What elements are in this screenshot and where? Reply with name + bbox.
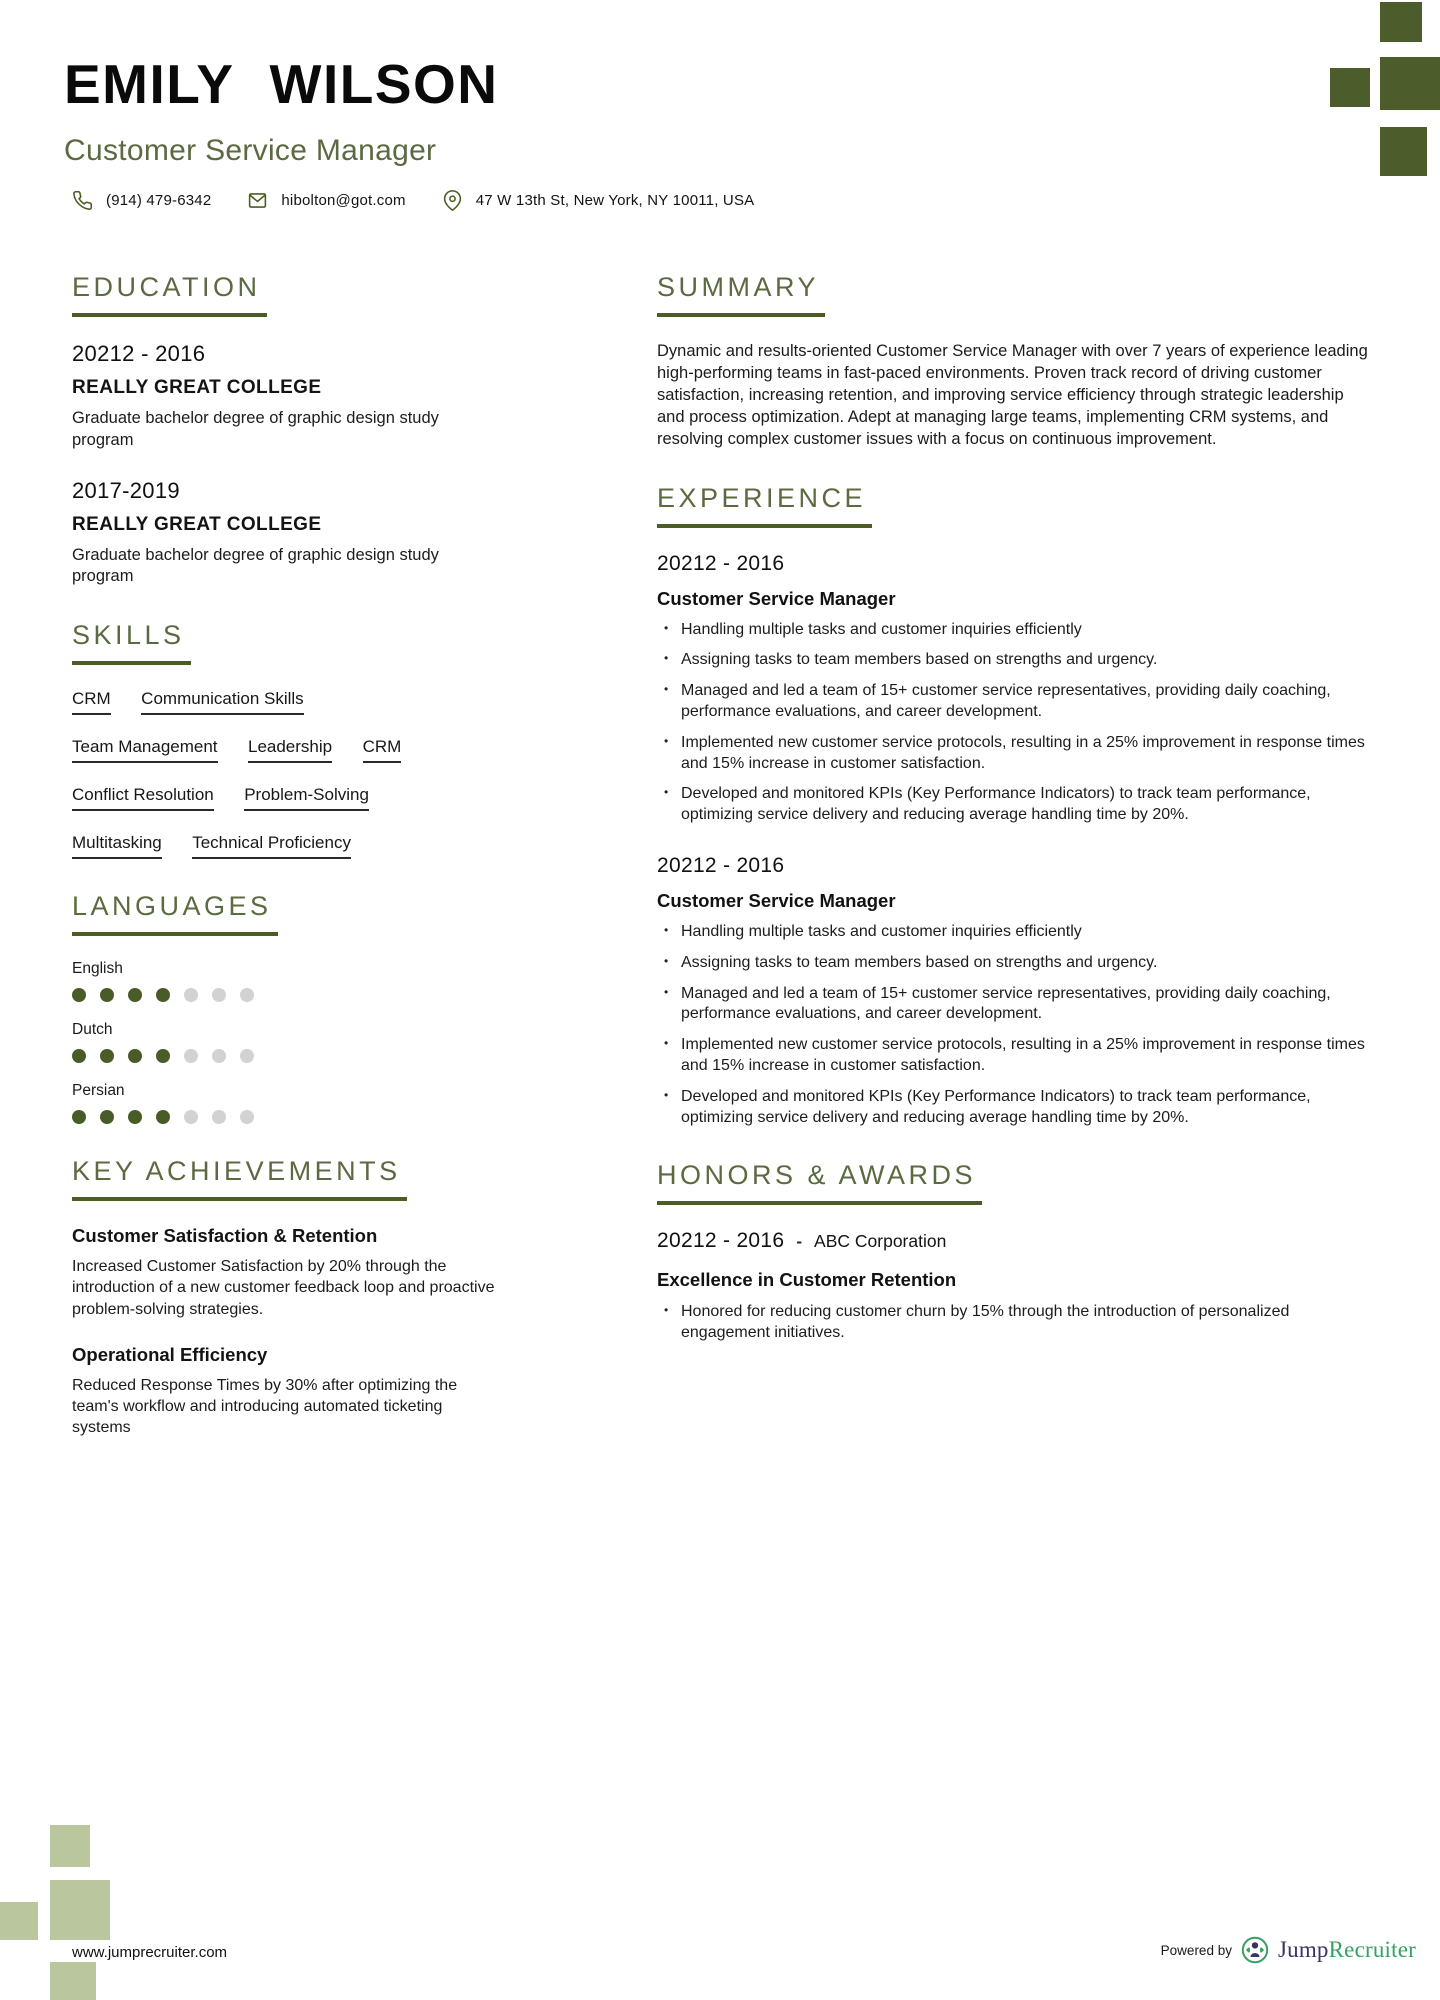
honors-meta	[657, 1229, 1369, 1253]
job-bullets	[657, 922, 1369, 1128]
level-dot-filled	[156, 988, 170, 1002]
powered-by-label: Powered by	[1160, 1942, 1232, 1958]
section-experience	[657, 483, 1369, 1129]
level-dot-filled	[128, 1049, 142, 1063]
decor-square-bottom-2	[50, 1880, 110, 1940]
level-dot-filled	[128, 1110, 142, 1124]
honors-heading: HONORS & AWARDS	[657, 1160, 982, 1205]
level-dot-empty	[240, 988, 254, 1002]
street-address: 47 W 13th St, New York, NY 10011, USA	[475, 192, 755, 209]
contact-phone	[72, 190, 211, 211]
job-bullet: • Handling multiple tasks and customer inquiries efficiently	[657, 620, 1369, 641]
level-dot-empty	[212, 1110, 226, 1124]
job-title: Customer Service Manager	[657, 587, 896, 609]
level-dot-filled	[128, 988, 142, 1002]
achievement-title: Customer Satisfaction & Retention	[72, 1225, 378, 1247]
decor-square-top-2	[1330, 68, 1370, 107]
level-dot-filled	[72, 988, 86, 1002]
language-name: Persian	[72, 1082, 125, 1100]
skill-item: Technical Proficiency	[192, 833, 351, 859]
decor-square-top-4	[1380, 127, 1427, 176]
language-name: Dutch	[72, 1021, 113, 1039]
education-item	[72, 341, 504, 452]
skills-row	[72, 689, 504, 715]
language-name: English	[72, 960, 123, 978]
jumprecruiter-logo-icon	[1241, 1936, 1269, 1964]
contact-row	[72, 190, 754, 211]
email-icon	[247, 190, 268, 211]
summary-text: Dynamic and results-oriented Customer Service Manager with over 7 years of experience leading high-performing teams in fast-paced environments. Proven track record of driving customer satisfaction, increasing retention, and improving service efficiency through strategic leadership and process optimization. Adept at managing large teams, implementing CRM systems, and resolving complex customer issues with a focus on continuous improvement.	[657, 342, 1368, 448]
skill-item: CRM	[72, 689, 111, 715]
decor-square-bottom-3	[0, 1902, 38, 1940]
job-dates: 20212 - 2016	[657, 854, 785, 878]
level-dot-filled	[156, 1110, 170, 1124]
language-level-dots	[72, 1110, 504, 1124]
decor-square-top-3	[1380, 57, 1440, 110]
skill-item: Problem-Solving	[244, 785, 369, 811]
jumprecruiter-wordmark	[1278, 1937, 1416, 1963]
education-heading: EDUCATION	[72, 272, 267, 317]
achievement-item	[72, 1344, 504, 1439]
level-dot-empty	[184, 1049, 198, 1063]
job-bullets	[657, 620, 1369, 826]
honors-award-title: Excellence in Customer Retention	[657, 1269, 957, 1291]
achievement-title: Operational Efficiency	[72, 1343, 268, 1365]
job-bullet: • Implemented new customer service protocols, resulting in a 25% improvement in response times and 15% increase in customer satisfaction.	[657, 1035, 1369, 1077]
level-dot-empty	[184, 988, 198, 1002]
candidate-name: EMILY WILSON	[64, 53, 499, 115]
job-bullet: • Handling multiple tasks and customer inquiries efficiently	[657, 922, 1369, 943]
location-pin-icon	[442, 190, 463, 211]
language-level-dots	[72, 1049, 504, 1063]
level-dot-empty	[240, 1110, 254, 1124]
right-column	[657, 272, 1369, 1354]
job-dates: 20212 - 2016	[657, 551, 785, 575]
level-dot-filled	[100, 1049, 114, 1063]
job-bullet: • Managed and led a team of 15+ customer service representatives, providing daily coaching, performance evaluations, and career development.	[657, 681, 1369, 723]
level-dot-empty	[212, 1049, 226, 1063]
skills-heading: SKILLS	[72, 620, 191, 665]
footer-website: www.jumprecruiter.com	[72, 1944, 228, 1961]
decor-square-top-1	[1380, 2, 1422, 42]
experience-job	[657, 552, 1369, 826]
language-level-dots	[72, 988, 504, 1002]
job-bullet: • Developed and monitored KPIs (Key Performance Indicators) to track team performance, optimizing service delivery and reducing average handling time by 20%.	[657, 1087, 1369, 1129]
honors-bullets	[657, 1302, 1369, 1344]
level-dot-empty	[184, 1110, 198, 1124]
section-skills	[72, 620, 504, 859]
job-title: Customer Service Manager	[657, 890, 896, 912]
brand-jump: Jump	[1277, 1937, 1329, 1962]
job-bullet: • Assigning tasks to team members based on strengths and urgency.	[657, 650, 1369, 671]
honors-separator: -	[796, 1232, 803, 1252]
section-languages	[72, 891, 504, 1124]
brand-recruiter: Recruiter	[1328, 1937, 1416, 1962]
level-dot-filled	[100, 988, 114, 1002]
experience-heading: EXPERIENCE	[657, 483, 872, 528]
level-dot-filled	[156, 1049, 170, 1063]
experience-job	[657, 854, 1369, 1128]
skills-row	[72, 833, 504, 859]
level-dot-empty	[240, 1049, 254, 1063]
email-address: hibolton@got.com	[281, 192, 406, 209]
job-bullet: • Developed and monitored KPIs (Key Performance Indicators) to track team performance, optimizing service delivery and reducing average handling time by 20%.	[657, 784, 1369, 826]
skill-item: Conflict Resolution	[72, 785, 214, 811]
honors-dates: 20212 - 2016	[657, 1229, 785, 1253]
languages-heading: LANGUAGES	[72, 891, 278, 936]
section-key-achievements	[72, 1156, 504, 1439]
left-column	[72, 272, 504, 1463]
level-dot-empty	[212, 988, 226, 1002]
contact-address	[442, 190, 755, 211]
achievement-item	[72, 1225, 504, 1320]
education-description: Graduate bachelor degree of graphic design study program	[72, 409, 439, 449]
skills-row	[72, 785, 504, 811]
summary-heading: SUMMARY	[657, 272, 825, 317]
section-honors	[657, 1160, 1369, 1344]
level-dot-filled	[100, 1110, 114, 1124]
job-bullet: • Implemented new customer service protocols, resulting in a 25% improvement in response times and 15% increase in customer satisfaction.	[657, 733, 1369, 775]
decor-square-bottom-1	[50, 1825, 90, 1867]
contact-email	[247, 190, 405, 211]
education-dates: 2017-2019	[72, 477, 180, 503]
skill-item: Team Management	[72, 737, 218, 763]
education-item	[72, 478, 504, 589]
education-description: Graduate bachelor degree of graphic design study program	[72, 545, 439, 586]
key-achievements-heading: KEY ACHIEVEMENTS	[72, 1156, 407, 1201]
phone-number: (914) 479-6342	[106, 192, 212, 209]
language-item	[72, 1082, 504, 1124]
section-summary	[657, 272, 1369, 451]
header	[64, 52, 754, 211]
language-item	[72, 1021, 504, 1063]
footer-powered-by	[1161, 1936, 1416, 1964]
language-item	[72, 960, 504, 1002]
achievement-description: Increased Customer Satisfaction by 20% through the introduction of a new customer feedback loop and proactive problem-solving strategies.	[72, 1258, 495, 1318]
job-bullet: • Assigning tasks to team members based on strengths and urgency.	[657, 953, 1369, 974]
skill-item: Leadership	[248, 737, 332, 763]
honors-organization: ABC Corporation	[814, 1231, 947, 1252]
decor-square-bottom-4	[50, 1962, 96, 2000]
achievement-description: Reduced Response Times by 30% after optimizing the team's workflow and introducing automated ticketing systems	[72, 1376, 458, 1437]
skills-row	[72, 737, 504, 763]
education-school: REALLY GREAT COLLEGE	[72, 513, 322, 535]
section-education	[72, 272, 504, 588]
level-dot-filled	[72, 1110, 86, 1124]
skill-item: CRM	[363, 737, 402, 763]
candidate-title: Customer Service Manager	[64, 134, 437, 167]
skill-item: Communication Skills	[141, 689, 304, 715]
skill-item: Multitasking	[72, 833, 162, 859]
honors-bullet: • Honored for reducing customer churn by 15% through the introduction of personalized engagement initiatives.	[657, 1302, 1369, 1344]
education-dates: 20212 - 2016	[72, 341, 206, 366]
phone-icon	[72, 190, 93, 211]
level-dot-filled	[72, 1049, 86, 1063]
job-bullet: • Managed and led a team of 15+ customer service representatives, providing daily coaching, performance evaluations, and career development.	[657, 984, 1369, 1026]
education-school: REALLY GREAT COLLEGE	[72, 377, 322, 398]
